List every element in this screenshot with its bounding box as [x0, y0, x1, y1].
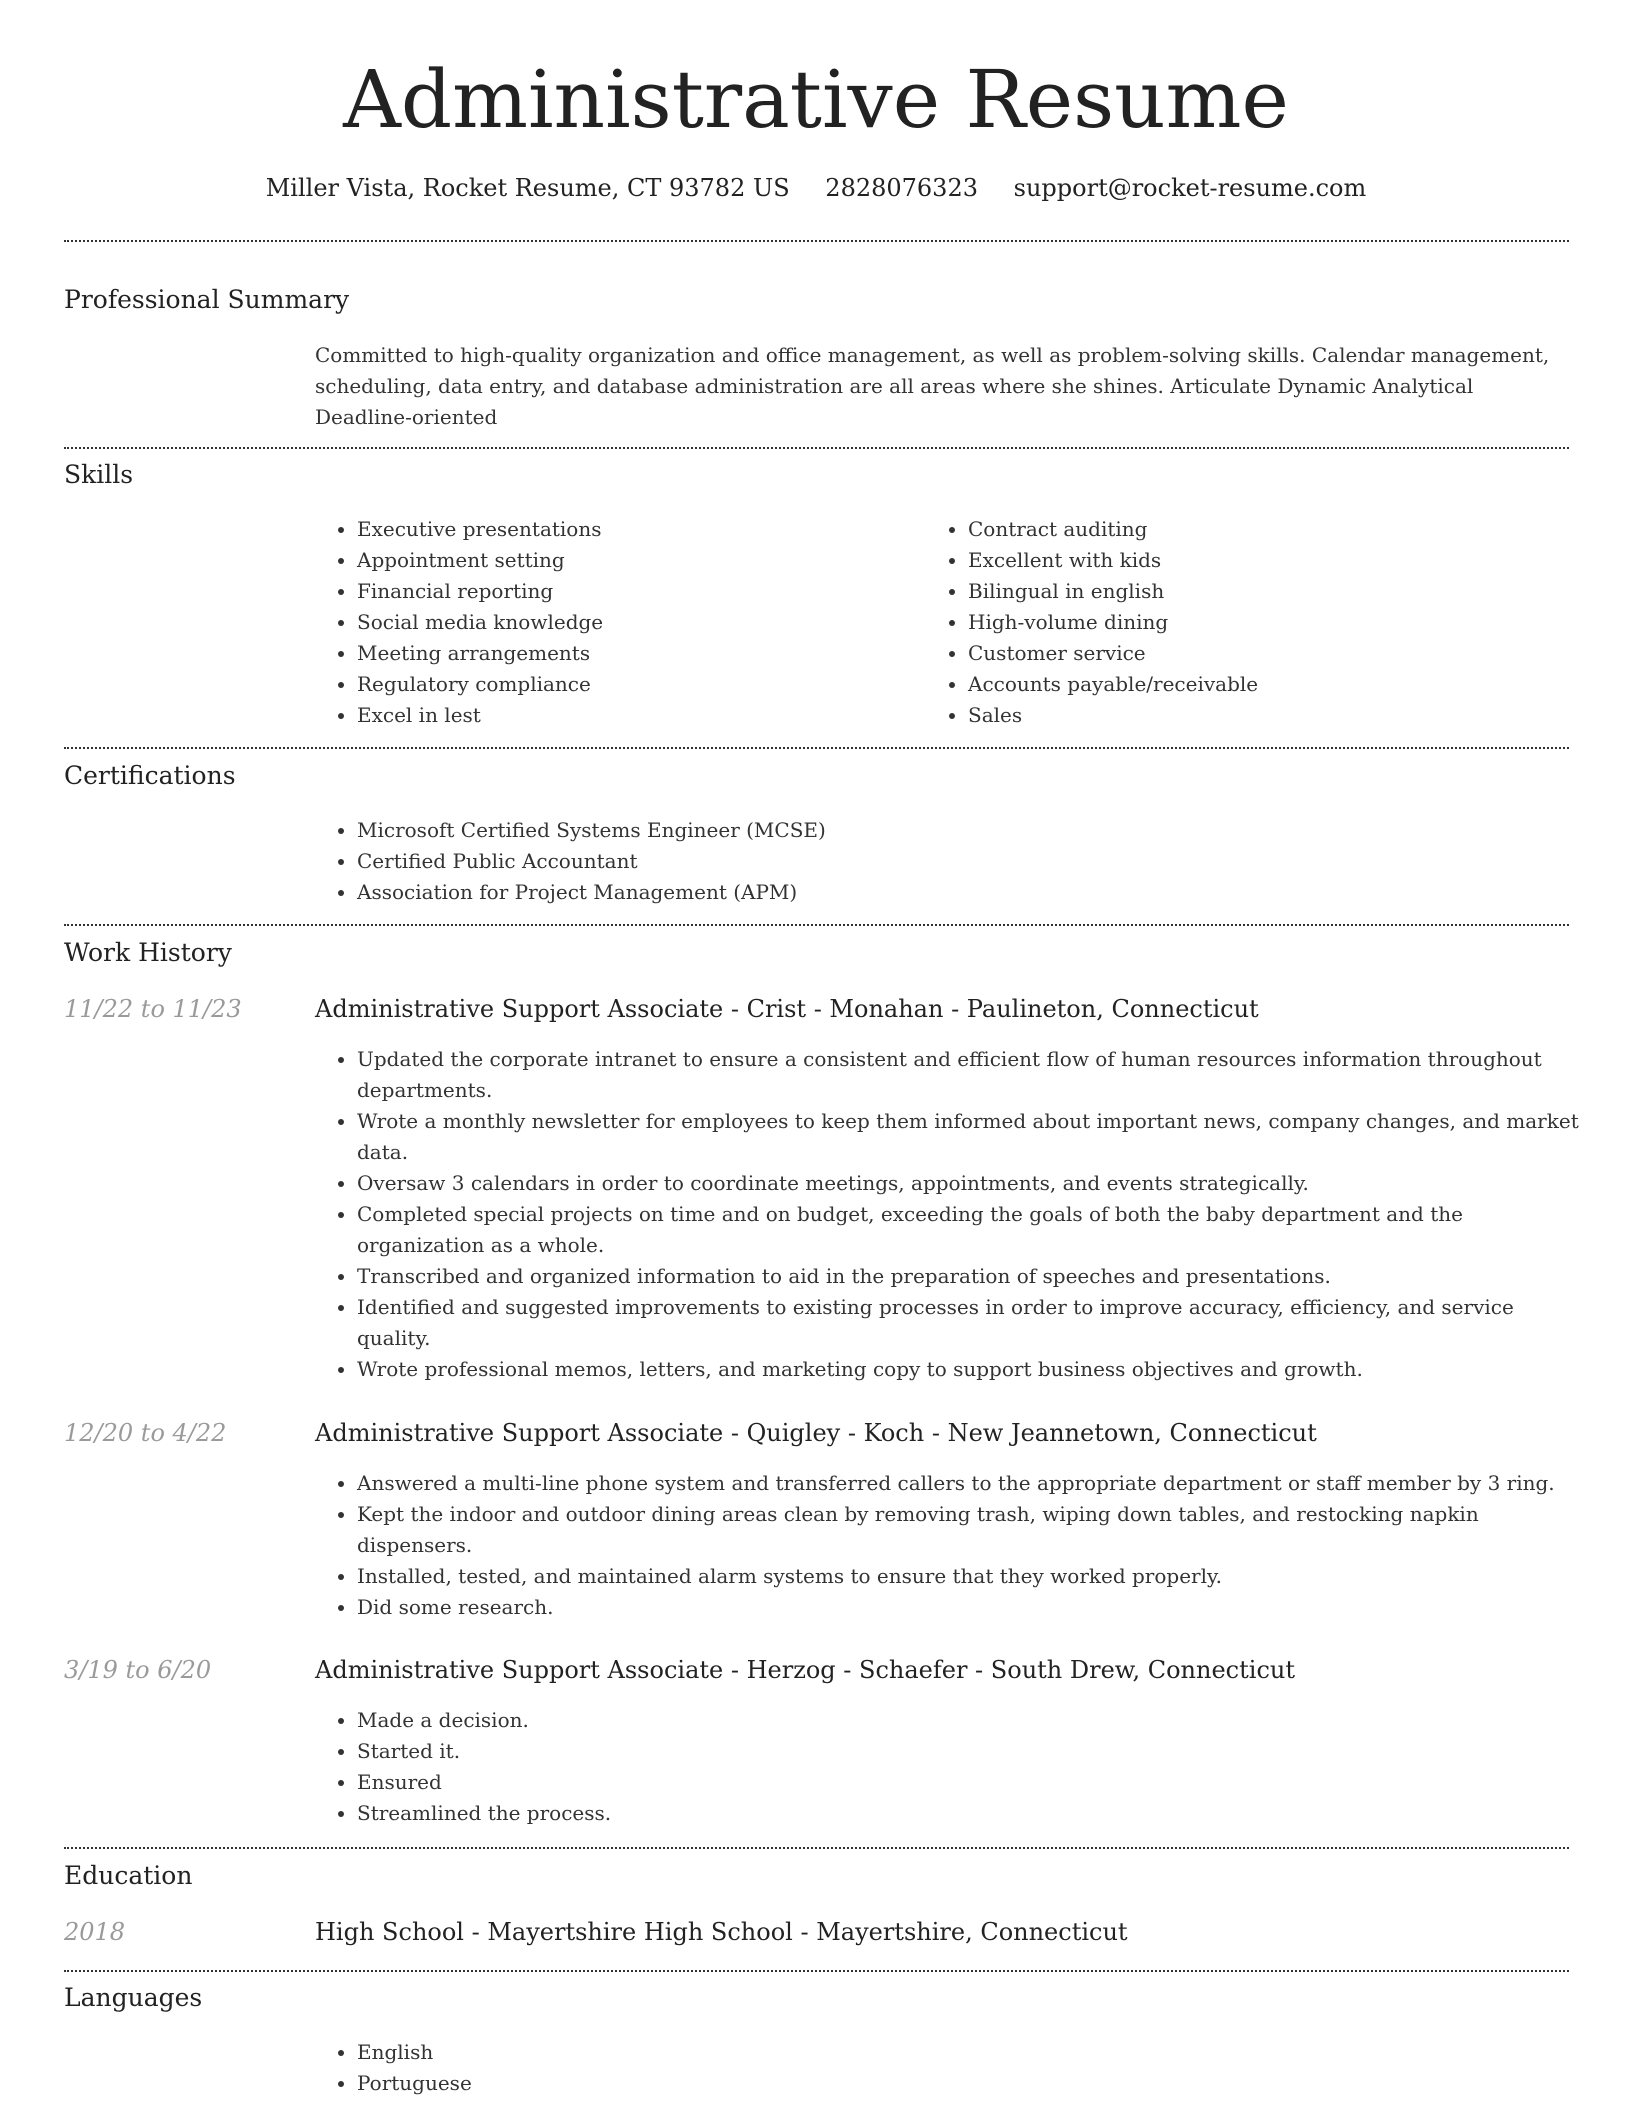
skill-item: • Appointment setting [357, 545, 917, 576]
job-bullet: • Completed special projects on time and on budget, exceeding the goals of both the baby department and the organization as a whole. [357, 1199, 1583, 1261]
skills-list-right [924, 514, 1568, 731]
contact-line [0, 170, 1632, 206]
job-title: Administrative Support Associate - Herzog - Schaefer - South Drew, Connecticut [315, 1656, 1295, 1684]
section-divider [64, 1970, 1569, 1972]
skill-item: • Accounts payable/receivable [968, 669, 1568, 700]
skills-list-left [313, 514, 917, 731]
languages-heading: Languages [64, 1983, 203, 2012]
job-dates: 12/20 to 4/22 [64, 1419, 227, 1447]
certification-item: • Certified Public Accountant [357, 846, 1557, 877]
skill-item: • Contract auditing [968, 514, 1568, 545]
job-bullet: • Kept the indoor and outdoor dining areas clean by removing trash, wiping down tables, and restocking napkin dispensers. [357, 1499, 1583, 1561]
work-history-heading: Work History [64, 938, 232, 967]
job-bullet: • Identified and suggested improvements to existing processes in order to improve accuracy, efficiency, and service quality. [357, 1292, 1583, 1354]
job-bullet: • Made a decision. [357, 1705, 1583, 1736]
skill-item: • High-volume dining [968, 607, 1568, 638]
job-dates: 11/22 to 11/23 [64, 995, 242, 1023]
certification-item: • Association for Project Management (APM) [357, 877, 1557, 908]
summary-heading: Professional Summary [64, 285, 350, 314]
skill-item: • Sales [968, 700, 1568, 731]
section-divider [64, 447, 1569, 449]
job-title: Administrative Support Associate - Crist - Monahan - Paulineton, Connecticut [315, 995, 1259, 1023]
skill-item: • Excel in lest [357, 700, 917, 731]
skill-item: • Social media knowledge [357, 607, 917, 638]
job-bullet: • Installed, tested, and maintained alarm systems to ensure that they worked properly. [357, 1561, 1583, 1592]
job-bullet: • Streamlined the process. [357, 1798, 1583, 1829]
skill-item: • Financial reporting [357, 576, 917, 607]
skill-item: • Executive presentations [357, 514, 917, 545]
education-entry: High School - Mayertshire High School - Mayertshire, Connecticut [315, 1918, 1128, 1946]
skill-item: • Bilingual in english [968, 576, 1568, 607]
section-divider [64, 747, 1569, 749]
job-bullets [313, 1705, 1583, 1829]
job-bullet: • Oversaw 3 calendars in order to coordinate meetings, appointments, and events strategically. [357, 1168, 1583, 1199]
job-bullet: • Transcribed and organized information to aid in the preparation of speeches and presentations. [357, 1261, 1583, 1292]
skill-item: • Regulatory compliance [357, 669, 917, 700]
skills-heading: Skills [64, 460, 134, 489]
skill-item: • Customer service [968, 638, 1568, 669]
summary-text: Committed to high-quality organization and office management, as well as problem-solving skills. Calendar management, scheduling, data entry, and database administration are all areas where she shines. Articulate Dynamic Analytical Deadline-oriented [315, 343, 1550, 429]
certifications-heading: Certifications [64, 761, 236, 790]
job-bullet: • Wrote professional memos, letters, and marketing copy to support business objectives and growth. [357, 1354, 1583, 1385]
contact-email: support@rocket-resume.com [1013, 174, 1367, 202]
education-heading: Education [64, 1861, 193, 1890]
skill-item: • Meeting arrangements [357, 638, 917, 669]
job-title: Administrative Support Associate - Quigley - Koch - New Jeannetown, Connecticut [315, 1419, 1317, 1447]
certifications-list [313, 815, 1557, 908]
job-dates: 3/19 to 6/20 [64, 1656, 212, 1684]
job-bullet: • Did some research. [357, 1592, 1583, 1623]
job-bullet: • Wrote a monthly newsletter for employees to keep them informed about important news, company changes, and market data. [357, 1106, 1583, 1168]
section-divider [64, 1847, 1569, 1849]
resume-title: Administrative Resume [343, 53, 1289, 146]
job-bullet: • Updated the corporate intranet to ensure a consistent and efficient flow of human resources information throughout departments. [357, 1044, 1583, 1106]
language-item: • Portuguese [357, 2068, 957, 2099]
language-item: • English [357, 2037, 957, 2068]
job-bullets [313, 1468, 1583, 1623]
section-divider [64, 240, 1569, 242]
contact-address: Miller Vista, Rocket Resume, CT 93782 US [265, 174, 790, 202]
job-bullets [313, 1044, 1583, 1385]
job-bullet: • Started it. [357, 1736, 1583, 1767]
skill-item: • Excellent with kids [968, 545, 1568, 576]
contact-phone: 2828076323 [825, 174, 978, 202]
job-bullet: • Ensured [357, 1767, 1583, 1798]
languages-list [313, 2037, 957, 2099]
job-bullet: • Answered a multi-line phone system and transferred callers to the appropriate department or staff member by 3 ring. [357, 1468, 1583, 1499]
education-year: 2018 [64, 1918, 126, 1946]
section-divider [64, 924, 1569, 926]
certification-item: • Microsoft Certified Systems Engineer (MCSE) [357, 815, 1557, 846]
